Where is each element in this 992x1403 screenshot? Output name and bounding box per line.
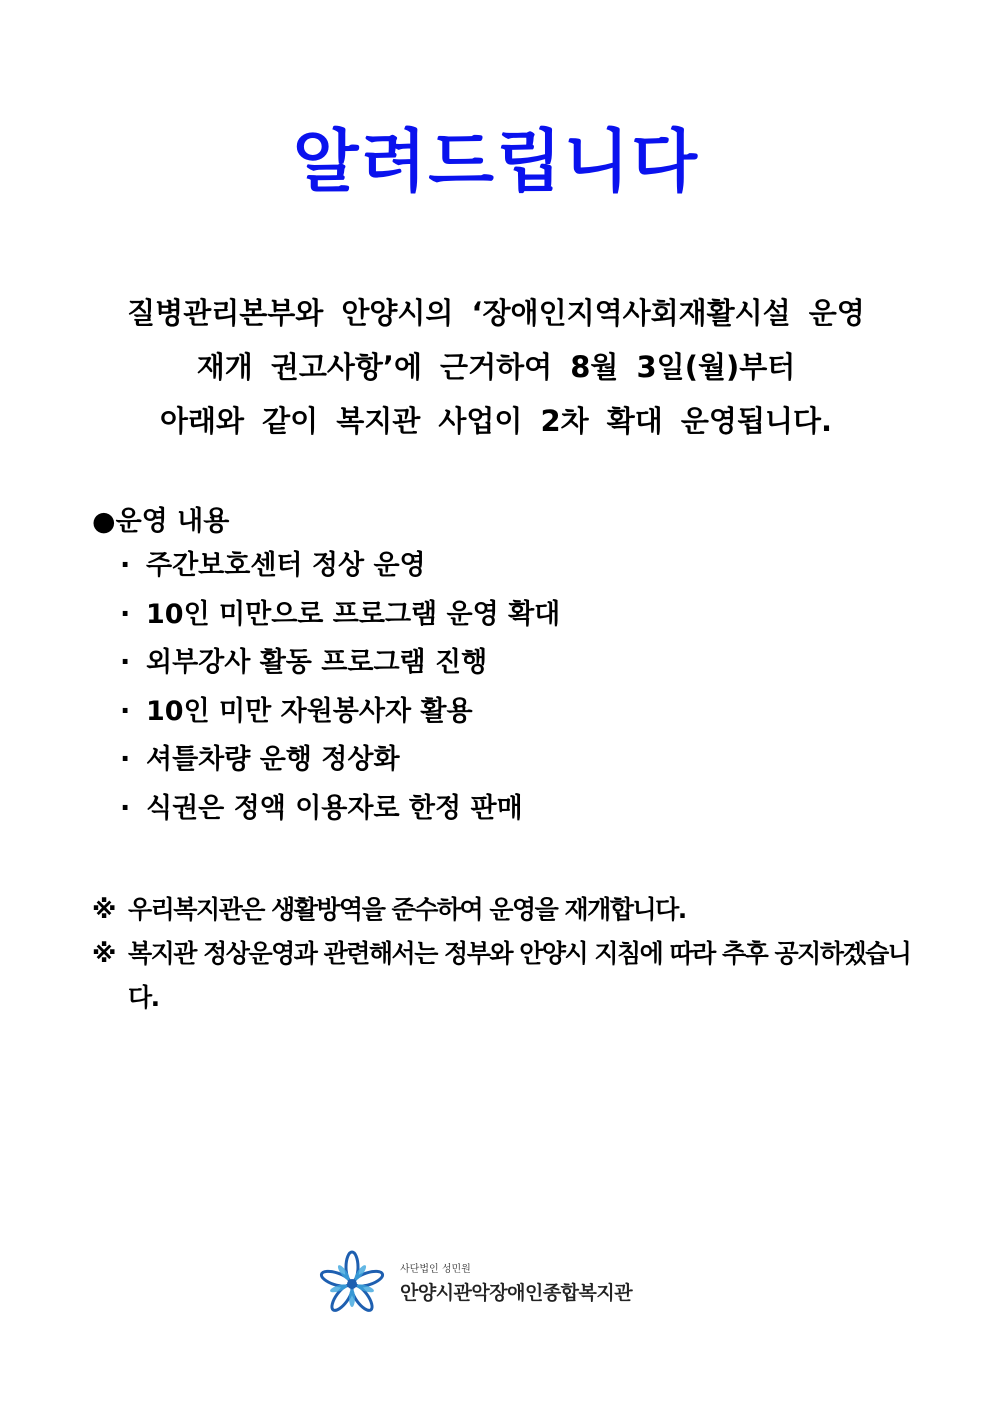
bullet-icon: ● <box>92 506 116 537</box>
intro-paragraph <box>0 286 992 448</box>
list-item <box>120 789 560 838</box>
list-item-text: 10인 미만 자원봉사자 활용 <box>146 695 473 727</box>
organization <box>400 1264 632 1305</box>
note-item <box>92 888 912 932</box>
list-item <box>120 643 560 692</box>
section-heading-text: 운영 내용 <box>115 506 230 537</box>
note-item <box>92 932 912 1020</box>
list-item-text: 식권은 정액 이용자로 한정 판매 <box>146 792 523 824</box>
organization-name: 안양시관악장애인종합복지관 <box>400 1281 633 1304</box>
reference-mark-icon: ※ <box>92 895 115 924</box>
intro-line-1: 질병관리본부와 안양시의 ‘장애인지역사회재활시설 운영 <box>127 296 865 330</box>
organization-parent: 사단법인 성민원 <box>400 1263 471 1275</box>
list-item-text: 10인 미만으로 프로그램 운영 확대 <box>146 598 561 630</box>
middle-dot-icon: · <box>120 647 131 678</box>
footer-logo <box>310 1250 632 1318</box>
section-heading <box>92 499 229 538</box>
middle-dot-icon: · <box>120 598 131 630</box>
list-item-text: 주간보호센터 정상 운영 <box>146 550 426 581</box>
notes <box>92 888 912 1020</box>
list-item <box>120 595 560 644</box>
page-title: 알려드립니다 <box>292 123 700 202</box>
list-item <box>120 692 560 741</box>
list-item <box>120 546 560 595</box>
middle-dot-icon: · <box>120 695 131 727</box>
list-item-text: 셔틀차량 운행 정상화 <box>146 744 400 775</box>
list-item <box>120 740 560 789</box>
intro-line-2: 재개 권고사항’에 근거하여 8월 3일(월)부터 <box>196 350 796 384</box>
note-text: 복지관 정상운영과 관련해서는 정부와 안양시 지침에 따라 추후 공지하겠습니다. <box>128 939 911 1012</box>
intro-line-3: 아래와 같이 복지관 사업이 2차 확대 운영됩니다. <box>159 404 833 438</box>
reference-mark-icon: ※ <box>92 939 115 968</box>
middle-dot-icon: · <box>120 550 131 581</box>
middle-dot-icon: · <box>120 792 131 824</box>
operation-list <box>120 546 560 837</box>
middle-dot-icon: · <box>120 744 131 775</box>
note-text: 우리복지관은 생활방역을 준수하여 운영을 재개합니다. <box>128 895 686 924</box>
list-item-text: 외부강사 활동 프로그램 진행 <box>146 647 488 678</box>
star-flower-logo-icon <box>310 1250 394 1318</box>
